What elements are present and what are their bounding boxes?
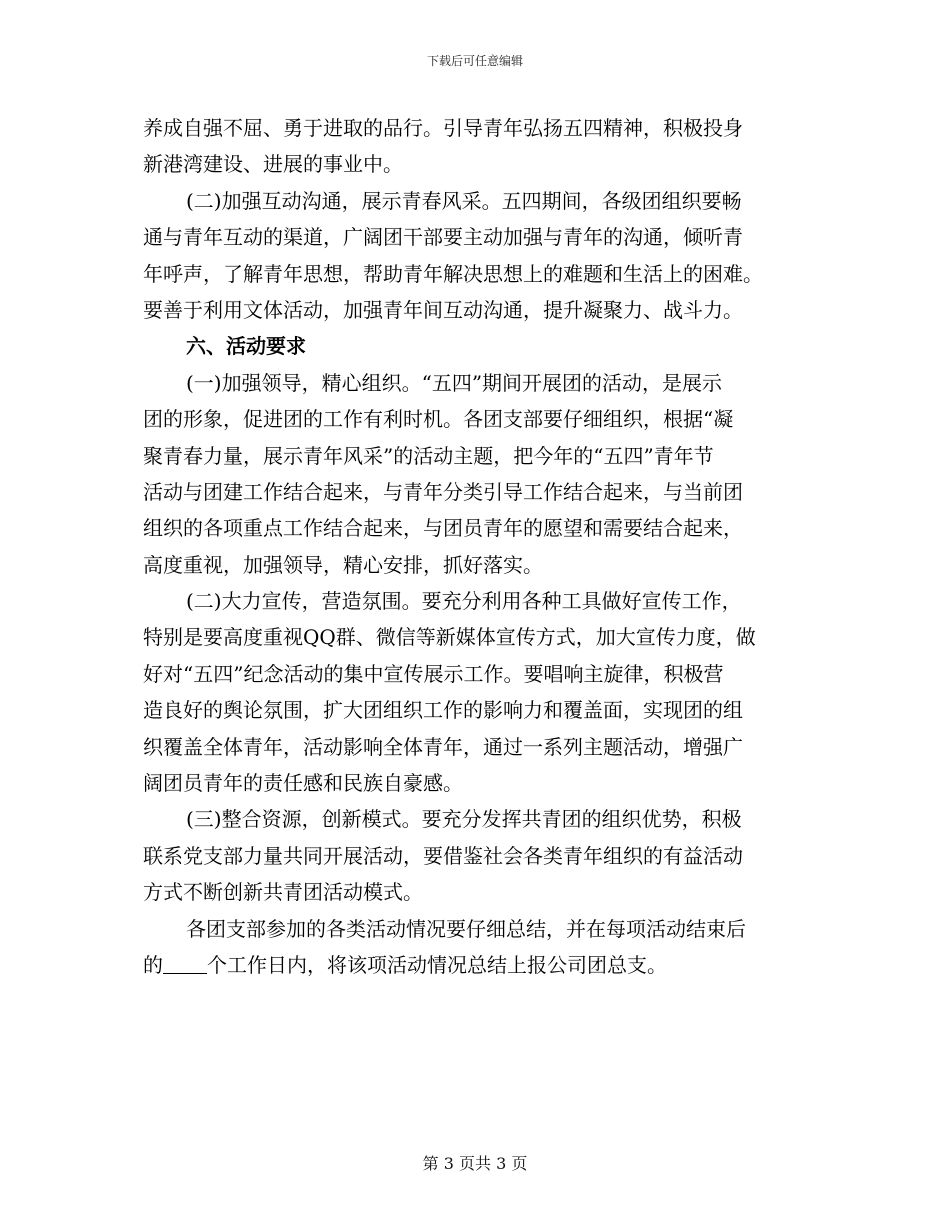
text-line: 活动与团建工作结合起来，与青年分类引导工作结合起来，与当前团 (143, 479, 743, 504)
final-line-prefix: 的 (143, 952, 163, 977)
text-line: 通与青年互动的渠道，广阔团干部要主动加强与青年的沟通，倾听青 (143, 225, 743, 250)
final-line-suffix: 个工作日内，将该项活动情况总结上报公司团总支。 (207, 952, 667, 977)
text-line: 联系党支部力量共同开展活动，要借鉴社会各类青年组织的有益活动 (143, 843, 743, 868)
text-line: 特别是要高度重视QQ群、微信等新媒体宣传方式，加大宣传力度，做 (143, 625, 756, 650)
text-line-final (143, 947, 807, 983)
text-line: 养成自强不屈、勇于进取的品行。引导青年弘扬五四精神，积极投身 (143, 116, 743, 140)
page-footer: 第 3 页共 3 页 (422, 1154, 528, 1173)
text-line: 团的形象，促进团的工作有利时机。各团支部要仔细组织，根据“凝 (143, 407, 734, 432)
page-header: 下载后可任意编辑 (426, 54, 523, 68)
text-line: (二)大力宣传，营造氛围。要充分利用各种工具做好宣传工作， (186, 589, 742, 614)
text-line: 阔团员青年的责任感和民族自豪感。 (143, 771, 463, 796)
text-lines (143, 110, 807, 947)
text-line: (三)整合资源，创新模式。要充分发挥共青团的组织优势，积极 (186, 807, 742, 832)
text-line: 要善于利用文体活动，加强青年间互动沟通，提升凝聚力、战斗力。 (143, 297, 743, 322)
text-line: (一)加强领导，精心组织。“五四”期间开展团的活动，是展示 (186, 370, 723, 395)
text-line: 组织的各项重点工作结合起来，与团员青年的愿望和需要结合起来， (143, 516, 743, 541)
text-line: 聚青春力量，展示青年风采”的活动主题，把今年的“五四”青年节 (143, 443, 714, 468)
document-body (143, 110, 807, 983)
text-line: 方式不断创新共青团活动模式。 (143, 880, 423, 905)
fill-in-blank (163, 951, 207, 974)
section-heading: 六、活动要求 (186, 334, 306, 359)
text-line: 各团支部参加的各类活动情况要仔细总结，并在每项活动结束后 (186, 916, 746, 941)
text-line: 新港湾建设、进展的事业中。 (143, 152, 403, 177)
text-line: 织覆盖全体青年，活动影响全体青年，通过一系列主题活动，增强广 (143, 734, 743, 759)
text-line: 年呼声，了解青年思想，帮助青年解决思想上的难题和生活上的困难。 (143, 261, 763, 286)
text-line: 好对“五四”纪念活动的集中宣传展示工作。要唱响主旋律，积极营 (143, 661, 724, 686)
text-line: (二)加强互动沟通，展示青春风采。五四期间，各级团组织要畅 (186, 188, 742, 213)
text-line: 造良好的舆论氛围，扩大团组织工作的影响力和覆盖面，实现团的组 (143, 698, 743, 723)
text-line: 高度重视，加强领导，精心安排，抓好落实。 (143, 552, 543, 577)
